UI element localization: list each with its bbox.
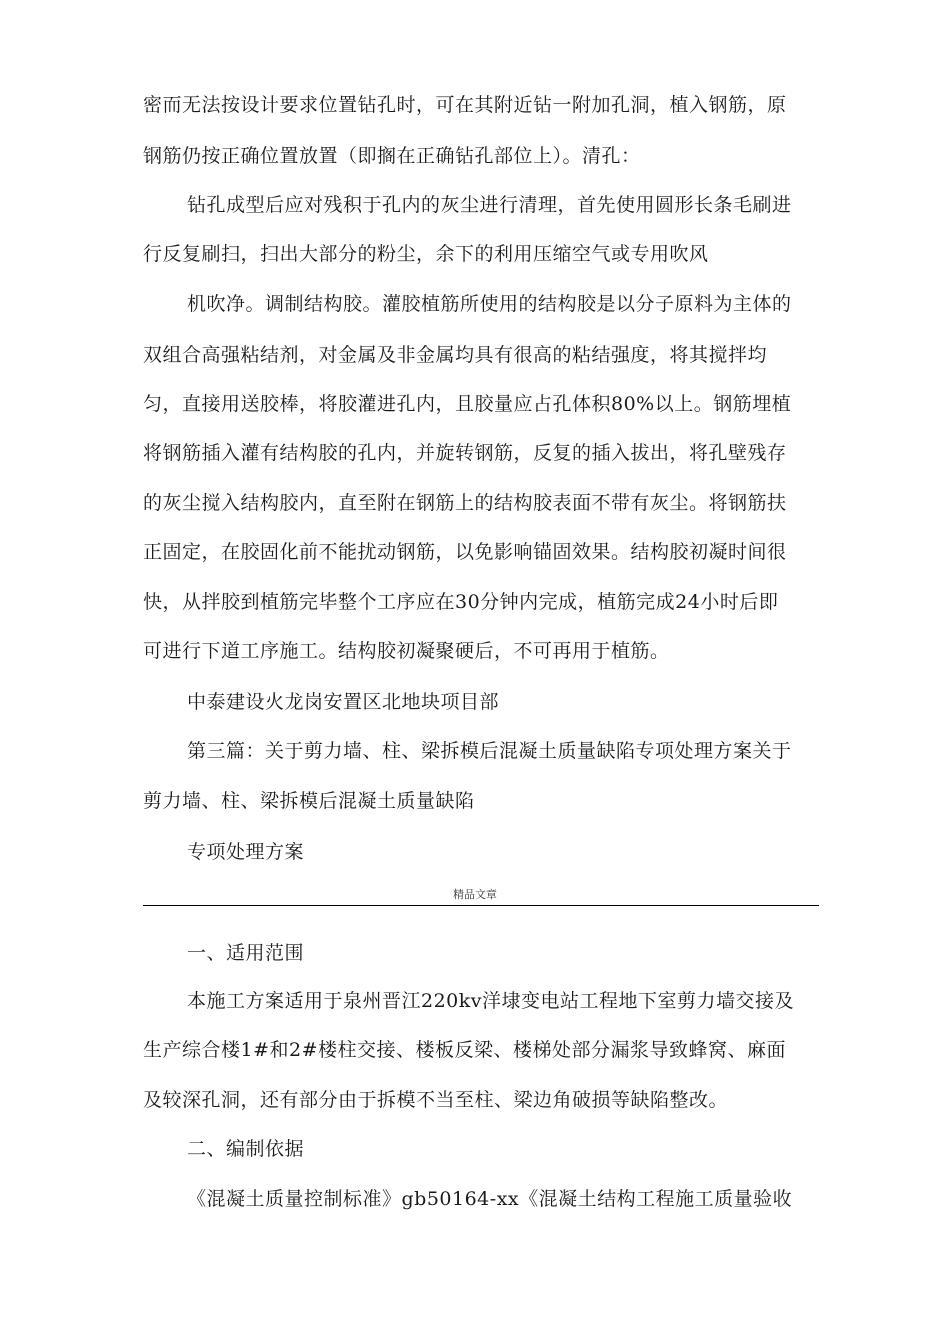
- text-line: 密而无法按设计要求位置钻孔时，可在其附近钻一附加孔洞，植入钢筋，原: [143, 94, 787, 116]
- text-line: 钻孔成型后应对残积于孔内的灰尘进行清理，首先使用圆形长条毛刷进: [187, 194, 792, 216]
- section-title: 剪力墙、柱、梁拆模后混凝土质量缺陷: [143, 790, 475, 812]
- footer-divider: [143, 905, 819, 906]
- heading-scope: 一、适用范围: [187, 942, 305, 964]
- text-line: 将钢筋插入灌有结构胶的孔内，并旋转钢筋，反复的插入拔出，将孔壁残存: [143, 442, 787, 464]
- text-line: 《混凝土质量控制标准》gb50164-xx《混凝土结构工程施工质量验收: [187, 1188, 793, 1210]
- text-line: 匀，直接用送胶棒，将胶灌进孔内，且胶量应占孔体积80%以上。钢筋埋植: [143, 393, 792, 415]
- text-line: 正固定，在胶固化前不能扰动钢筋，以免影响锚固效果。结构胶初凝时间很: [143, 541, 787, 563]
- project-department: 中泰建设火龙岗安置区北地块项目部: [187, 691, 500, 713]
- text-line: 钢筋仍按正确位置放置（即搁在正确钻孔部位上）。清孔：: [143, 145, 641, 167]
- text-line: 机吹净。调制结构胶。灌胶植筋所使用的结构胶是以分子原料为主体的: [187, 293, 792, 315]
- text-line: 快，从拌胶到植筋完毕整个工序应在30分钟内完成，植筋完成24小时后即: [143, 591, 779, 613]
- text-line: 及较深孔洞，还有部分由于拆模不当至柱、梁边角破损等缺陷整改。: [143, 1089, 729, 1111]
- section-title: 第三篇：关于剪力墙、柱、梁拆模后混凝土质量缺陷专项处理方案关于: [187, 740, 792, 762]
- heading-basis: 二、编制依据: [187, 1138, 305, 1160]
- text-line: 可进行下道工序施工。结构胶初凝聚硬后，不可再用于植筋。: [143, 640, 670, 662]
- section-title: 专项处理方案: [187, 841, 305, 863]
- text-line: 本施工方案适用于泉州晋江220kv洋埭变电站工程地下室剪力墙交接及: [187, 990, 795, 1012]
- footer-label: 精品文章: [453, 888, 497, 901]
- text-line: 生产综合楼1#和2#楼柱交接、楼板反梁、楼梯处部分漏浆导致蜂窝、麻面: [143, 1039, 787, 1061]
- text-line: 双组合高强粘结剂，对金属及非金属均具有很高的粘结强度，将其搅拌均: [143, 344, 768, 366]
- text-line: 的灰尘搅入结构胶内，直至附在钢筋上的结构胶表面不带有灰尘。将钢筋扶: [143, 492, 787, 514]
- text-line: 行反复刷扫，扫出大部分的粉尘，余下的利用压缩空气或专用吹风: [143, 243, 709, 265]
